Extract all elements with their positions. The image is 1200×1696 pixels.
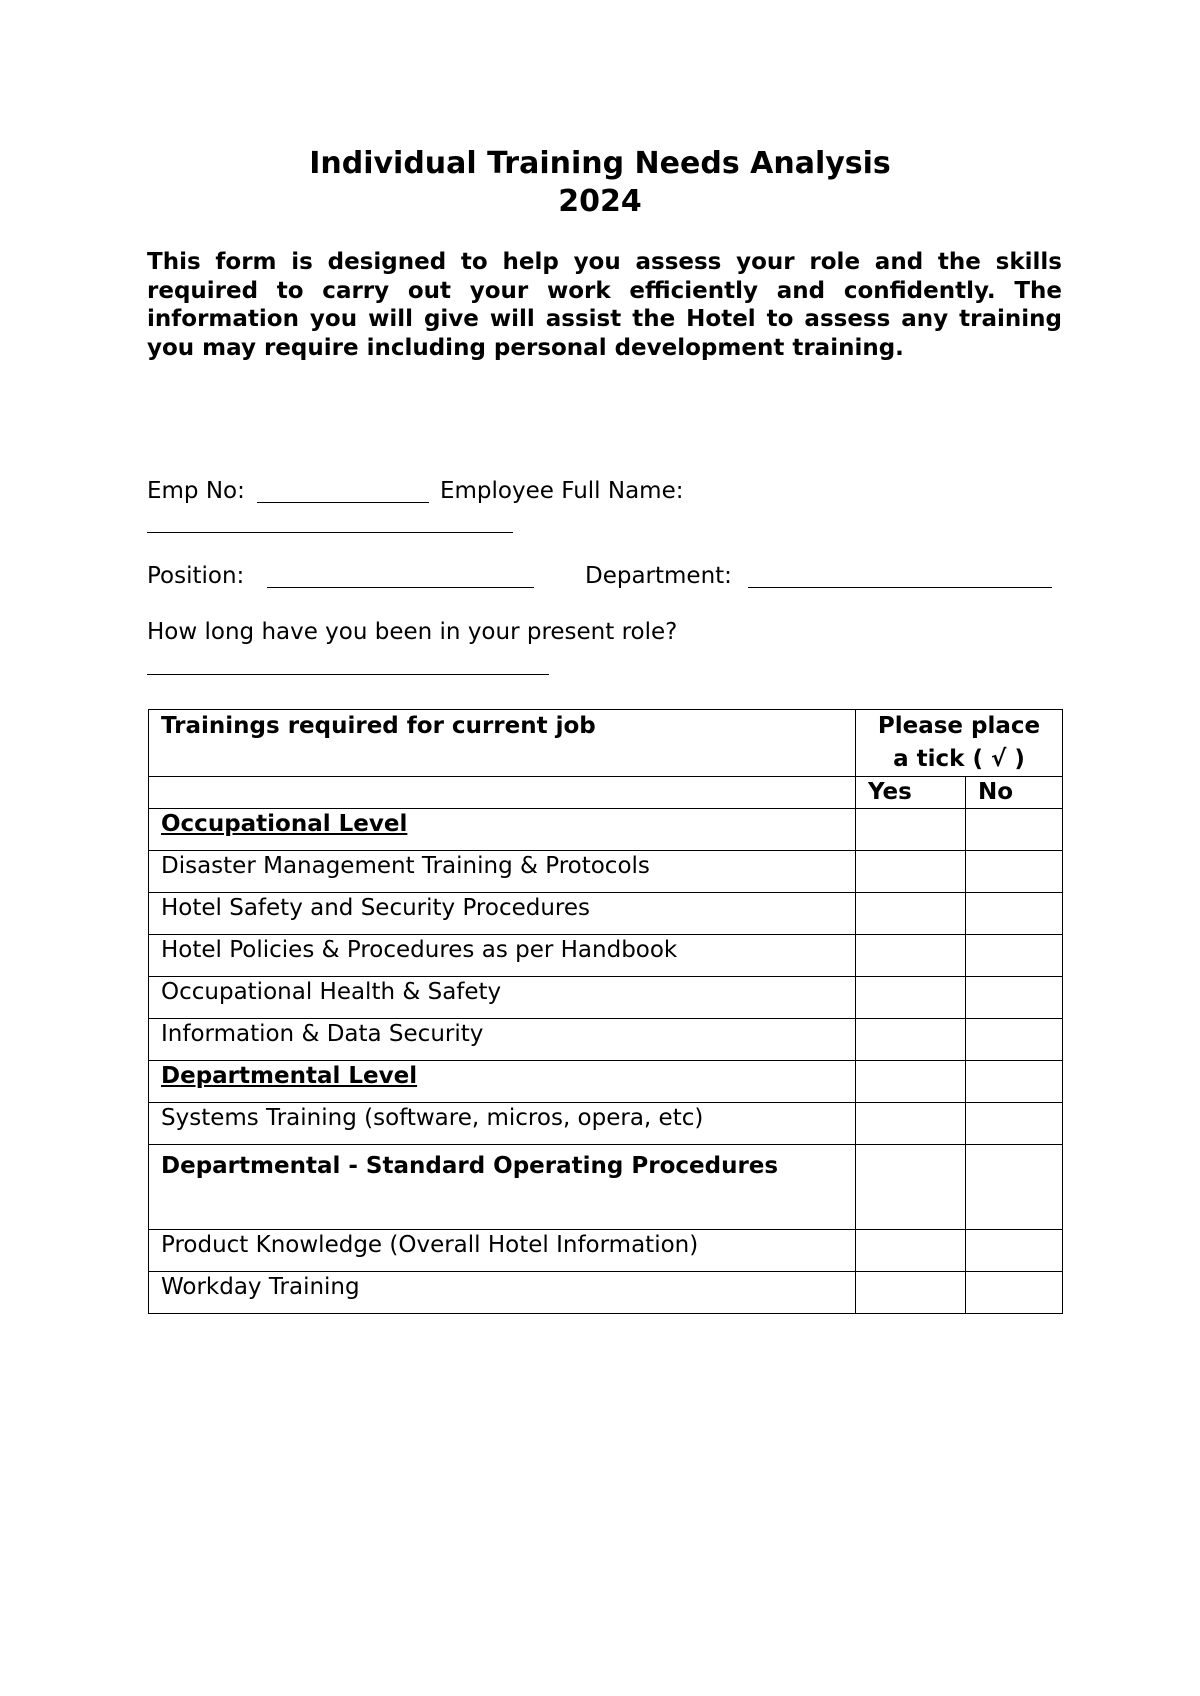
yes-tick-cell[interactable]	[856, 977, 966, 1019]
full-name-label: Employee Full Name:	[440, 478, 684, 504]
department-label: Department:	[585, 563, 732, 589]
no-tick-cell[interactable]	[966, 935, 1063, 977]
header-trainings-required: Trainings required for current job	[149, 710, 856, 777]
yes-tick-cell[interactable]	[856, 1061, 966, 1103]
training-row-label: Occupational Level	[161, 811, 408, 837]
yes-tick-cell[interactable]	[856, 1272, 966, 1314]
yes-tick-cell[interactable]	[856, 851, 966, 893]
yes-tick-cell[interactable]	[856, 1019, 966, 1061]
table-row	[149, 851, 1063, 893]
training-label-cell	[149, 893, 856, 935]
no-tick-cell[interactable]	[966, 1019, 1063, 1061]
training-label-cell	[149, 1061, 856, 1103]
present-role-field[interactable]	[147, 674, 549, 675]
table-row	[149, 977, 1063, 1019]
no-tick-cell[interactable]	[966, 977, 1063, 1019]
training-row-label: Workday Training	[161, 1274, 360, 1300]
full-name-field[interactable]	[147, 532, 513, 533]
training-label-cell	[149, 1019, 856, 1061]
document-title: Individual Training Needs Analysis	[309, 146, 891, 181]
training-label-cell	[149, 1230, 856, 1272]
no-tick-cell[interactable]	[966, 893, 1063, 935]
header-yes: Yes	[856, 777, 966, 809]
training-row-label: Departmental - Standard Operating Procedures	[161, 1153, 779, 1179]
training-label-cell	[149, 1145, 856, 1230]
table-row	[149, 935, 1063, 977]
training-label-cell	[149, 851, 856, 893]
training-row-label: Hotel Policies & Procedures as per Handbook	[161, 937, 678, 963]
training-row-label: Hotel Safety and Security Procedures	[161, 895, 591, 921]
no-tick-cell[interactable]	[966, 1145, 1063, 1230]
training-row-label: Product Knowledge (Overall Hotel Information)	[161, 1232, 699, 1258]
position-label: Position:	[147, 563, 245, 589]
yes-tick-cell[interactable]	[856, 809, 966, 851]
training-row-label: Departmental Level	[161, 1063, 418, 1089]
table-header-row	[149, 710, 1063, 777]
table-row	[149, 1103, 1063, 1145]
training-row-label: Disaster Management Training & Protocols	[161, 853, 650, 879]
training-row-label: Occupational Health & Safety	[161, 979, 502, 1005]
no-tick-cell[interactable]	[966, 809, 1063, 851]
document-year: 2024	[558, 184, 642, 219]
yes-tick-cell[interactable]	[856, 1230, 966, 1272]
table-row	[149, 893, 1063, 935]
table-section-row	[149, 1061, 1063, 1103]
yes-no-header-row	[149, 777, 1063, 809]
header-blank-cell	[149, 777, 856, 809]
table-section-row	[149, 809, 1063, 851]
intro-paragraph: This form is designed to help you assess your role and the skills required to carry out your work efficiently and confidently. The information you will give will assist the Hotel to assess any training you may require including personal development training.	[147, 249, 1062, 361]
training-label-cell	[149, 1103, 856, 1145]
training-row-label: Systems Training (software, micros, opera, etc)	[161, 1105, 704, 1131]
emp-no-label: Emp No:	[147, 478, 245, 504]
training-row-label: Information & Data Security	[161, 1021, 484, 1047]
table-section-row	[149, 1145, 1063, 1230]
table-row	[149, 1230, 1063, 1272]
training-needs-table	[148, 709, 1063, 1314]
no-tick-cell[interactable]	[966, 1272, 1063, 1314]
table-row	[149, 1019, 1063, 1061]
training-label-cell	[149, 809, 856, 851]
no-tick-cell[interactable]	[966, 1230, 1063, 1272]
no-tick-cell[interactable]	[966, 851, 1063, 893]
header-tick-instruction: Please place a tick ( √ )	[856, 710, 1063, 777]
training-label-cell	[149, 1272, 856, 1314]
training-label-cell	[149, 977, 856, 1019]
training-label-cell	[149, 935, 856, 977]
no-tick-cell[interactable]	[966, 1061, 1063, 1103]
position-field[interactable]	[267, 587, 534, 588]
present-role-question: How long have you been in your present role?	[147, 619, 678, 645]
yes-tick-cell[interactable]	[856, 935, 966, 977]
yes-tick-cell[interactable]	[856, 1145, 966, 1230]
emp-no-field[interactable]	[257, 502, 429, 503]
yes-tick-cell[interactable]	[856, 1103, 966, 1145]
no-tick-cell[interactable]	[966, 1103, 1063, 1145]
header-no: No	[966, 777, 1063, 809]
table-row	[149, 1272, 1063, 1314]
yes-tick-cell[interactable]	[856, 893, 966, 935]
department-field[interactable]	[748, 587, 1052, 588]
